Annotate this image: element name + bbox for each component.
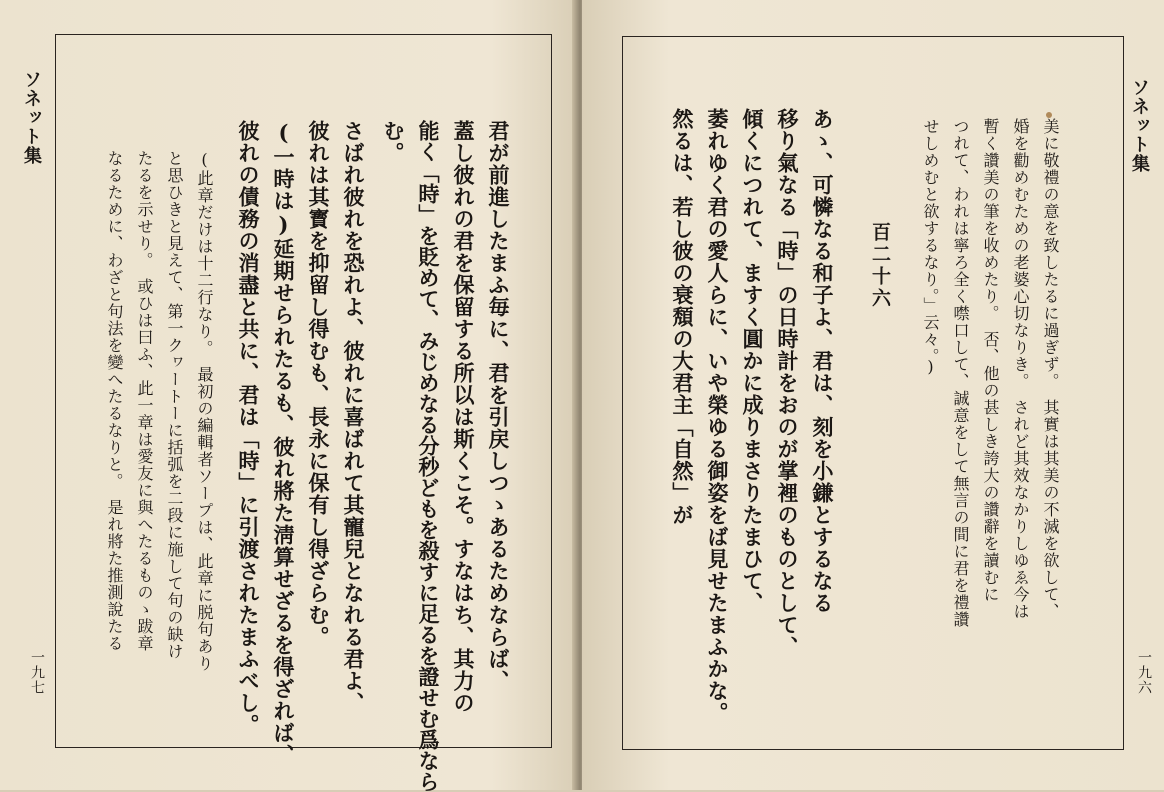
left-line-7: (一時は)延期せられたるも、彼れ將た淸算せざるを得ざれば、	[271, 120, 296, 766]
left-note-line-1: (此章だけは十二行なり。 最初の編輯者ソープは、此章に脱句あり	[195, 150, 214, 672]
right-line-4: 萎れゆく君の愛人らに、いや榮ゆる御姿をば見せたまふかな。	[705, 108, 730, 724]
left-note-line-2: と思ひきと見えて、第一クヮートーに括弧を二段に施して句の缺け	[165, 150, 184, 660]
left-line-1: 君が前進したまふ毎に、君を引戻しつゝあるためならば、	[486, 120, 511, 692]
right-note-line-4: つれて、われは寧ろ全く噤口して、誠意をして無言の間に君を禮讚	[951, 118, 970, 628]
left-folio: 一九七	[29, 650, 45, 695]
left-line-6: 彼れは其寳を抑留し得むも、長永に保有し得ざらむ。	[306, 120, 331, 648]
left-page	[0, 0, 578, 790]
right-line-2: 移り氣なる「時」の日時計をおのが掌裡のものとして、	[775, 108, 800, 658]
right-folio: 一九六	[1136, 650, 1152, 695]
left-line-5: さばれ彼れを恐れよ、彼れに喜ばれて其寵兒となれる君よ、	[341, 120, 366, 714]
right-line-1: あゝ、可憐なる和子よ、君は、刻を小鎌とするなる	[810, 108, 835, 614]
right-line-5: 然るは、若し彼の衰頽の大君主「自然」が	[670, 108, 695, 526]
left-line-3: 能く「時」を貶めて、みじめなる分秒どもを殺すに足るを證せむ爲なら	[416, 120, 441, 792]
right-line-3: 傾くにつれて、ますく圓かに成りまさりたまひて、	[740, 108, 765, 614]
left-text-frame	[55, 34, 552, 748]
left-note-line-3: たるを示せり。 或ひは曰ふ、此一章は愛友に與へたるものゝ跋章	[135, 150, 154, 652]
right-note-line-5: せしめむと欲するなり。」云々。)	[921, 118, 940, 377]
left-line-8: 彼れの債務の消盡と共に、君は「時」に引渡されたまふべし。	[236, 120, 261, 736]
right-note-line-2: 婚を勸めむための老婆心切なりき。 されど其效なかりしゆゑ今は	[1011, 118, 1030, 620]
left-running-title: ソネット集	[21, 70, 42, 165]
right-running-title: ソネット集	[1129, 78, 1150, 173]
left-note-line-4: なるために、わざと句法を變へたるなりと。 是れ將た推測說たる	[105, 150, 124, 652]
left-line-2: 蓋し彼れの君を保留する所以は斯くこそ。すなはち、其力の	[451, 120, 476, 714]
right-page	[582, 0, 1164, 790]
right-note-line-1: 美に敬禮の意を致したるに過ぎず。 其實は其美の不滅を欲して、	[1041, 118, 1060, 620]
left-line-4: む。	[381, 120, 406, 164]
sonnet-number: 百二十六	[869, 222, 891, 310]
right-note-line-3: 暫く讚美の筆を收めたり。 否、他の甚しき誇大の讚辭を讀むに	[981, 118, 1000, 603]
